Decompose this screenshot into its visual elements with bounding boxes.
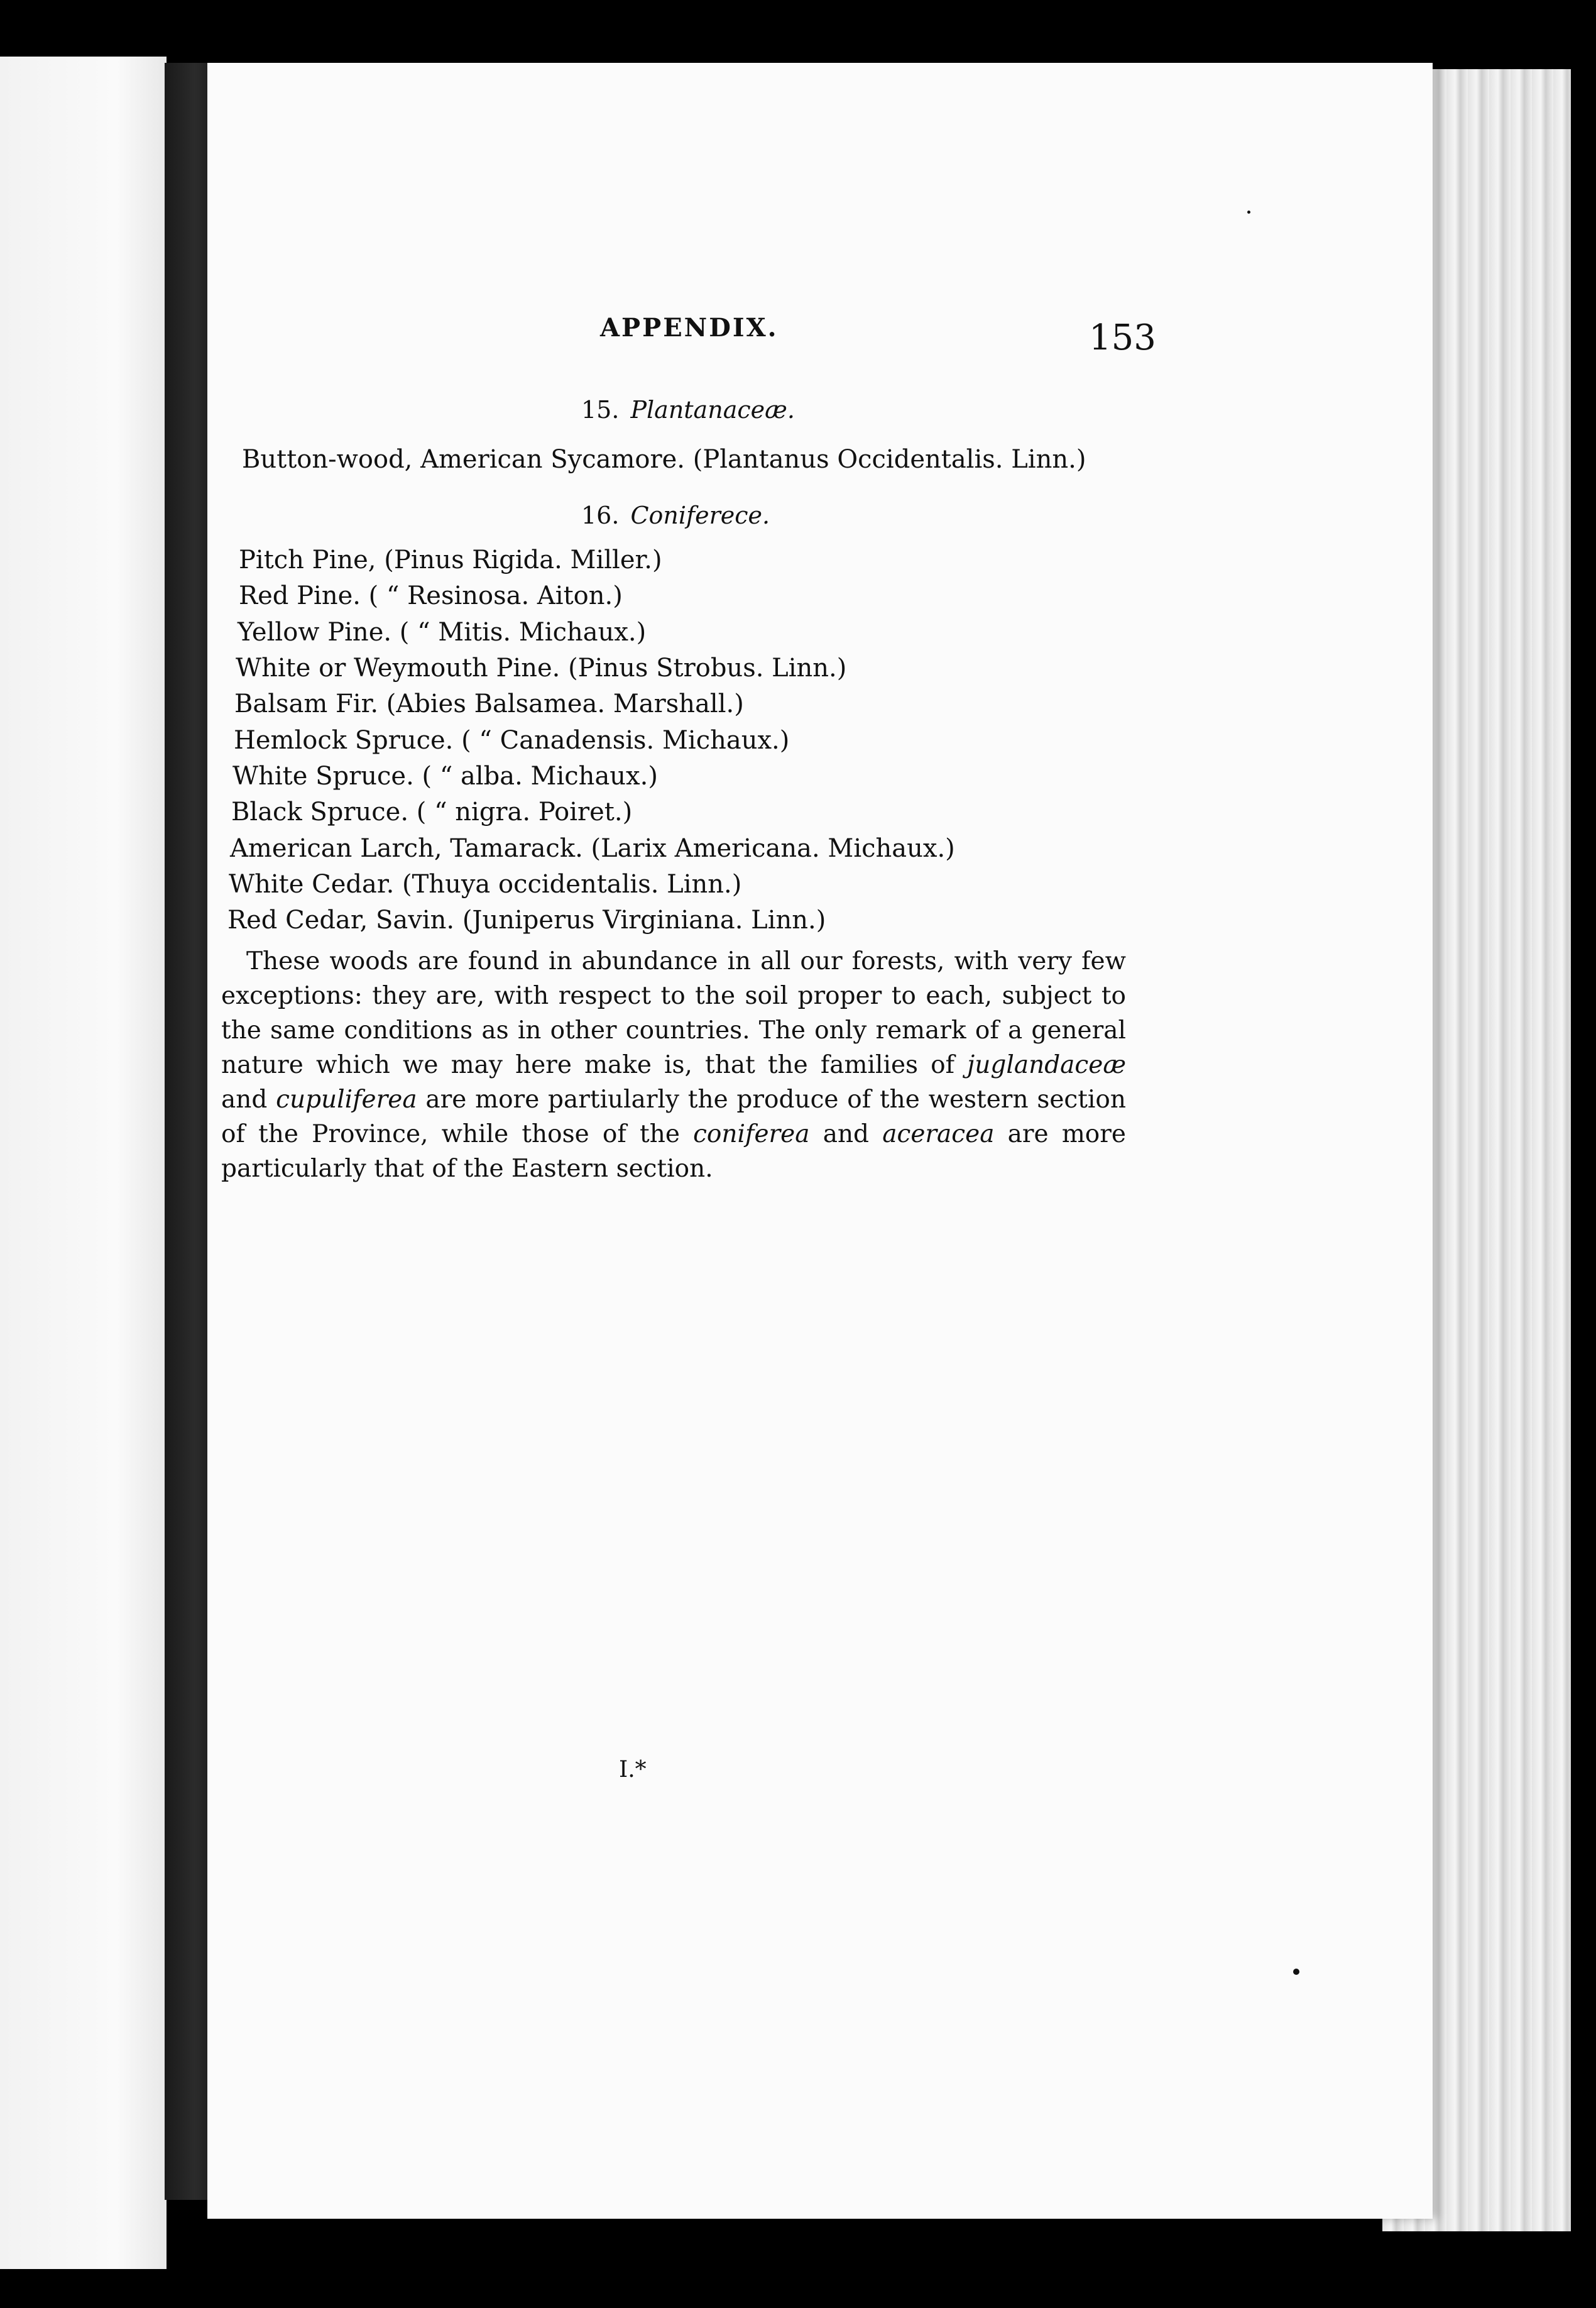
body-paragraph: [221, 944, 1126, 1186]
species-entry: White Cedar. (Thuya occidentalis. Linn.): [229, 870, 742, 899]
paragraph-text: and: [809, 1120, 883, 1148]
ink-speck: [1247, 211, 1250, 214]
paragraph-term: aceracea: [882, 1120, 995, 1148]
running-head: APPENDIX.: [600, 313, 779, 343]
section-heading-coniferae: [581, 502, 770, 529]
paragraph-term: coniferea: [693, 1120, 810, 1148]
species-entry: Red Pine. ( “ Resinosa. Aiton.): [239, 581, 623, 610]
page-number: 153: [1089, 317, 1156, 358]
section-name: Coniferece.: [630, 502, 770, 529]
species-entry: Balsam Fir. (Abies Balsamea. Marshall.): [234, 690, 744, 718]
paragraph-text: are more partiularly the produce of the western section of the Province, while those of the: [221, 1085, 1127, 1148]
section-number: 15.: [581, 396, 620, 424]
species-entry: Pitch Pine, (Pinus Rigida. Miller.): [239, 546, 662, 574]
species-entry: Hemlock Spruce. ( “ Canadensis. Michaux.): [234, 726, 790, 755]
paragraph-text: and: [221, 1085, 276, 1114]
paragraph-text: are more particularly that of the Eastern section.: [221, 1120, 1127, 1183]
species-entry: Yellow Pine. ( “ Mitis. Michaux.): [238, 618, 647, 647]
species-entry: Button-wood, American Sycamore. (Plantanus Occidentalis. Linn.): [242, 445, 1086, 474]
species-entry: American Larch, Tamarack. (Larix Americana. Michaux.): [230, 834, 955, 863]
section-name: Plantanaceæ.: [630, 396, 795, 424]
left-page-edge: [0, 57, 167, 2269]
paragraph-text: These woods are found in abundance in all our forests, with very few exceptions: they are, with respect to the soil proper to each, subject to the same conditions as in other countries. The only remark of a general nature which we may here make is, that the families of: [221, 947, 1126, 1079]
species-entry: Red Cedar, Savin. (Juniperus Virginiana. Linn.): [227, 906, 826, 935]
signature-mark: I.*: [619, 1757, 647, 1783]
species-entry: White or Weymouth Pine. (Pinus Strobus. Linn.): [236, 654, 847, 683]
paragraph-term: juglandaceæ: [967, 1051, 1126, 1079]
section-heading-plantanaceae: [581, 396, 795, 424]
paragraph-term: cupuliferea: [276, 1085, 417, 1114]
species-entry: White Spruce. ( “ alba. Michaux.): [232, 762, 658, 791]
ink-speck: [1293, 1969, 1299, 1975]
species-entry: Black Spruce. ( “ nigra. Poiret.): [231, 798, 633, 827]
section-number: 16.: [581, 502, 620, 529]
